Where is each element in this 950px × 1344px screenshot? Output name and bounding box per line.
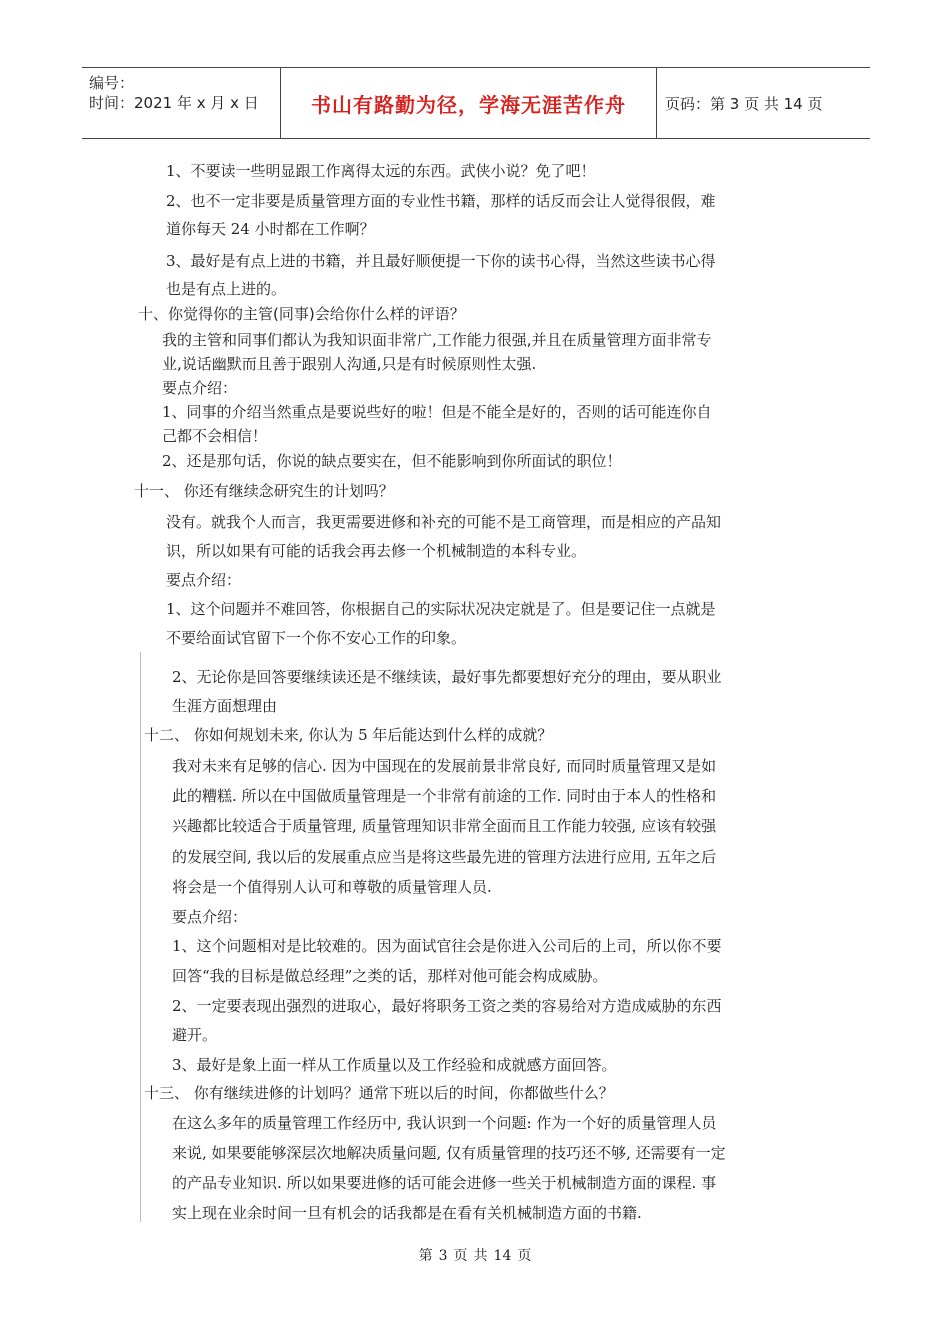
body-line: 1、同事的介绍当然重点是要说些好的啦！但是不能全是好的，否则的话可能连你自 — [162, 403, 712, 421]
body-line: 己都不会相信！ — [162, 427, 268, 445]
answer-line: 我的主管和同事们都认为我知识面非常广,工作能力很强,并且在质量管理方面非常专 — [162, 331, 712, 349]
answer-line: 没有。就我个人而言，我更需要进修和补充的可能不是工商管理，而是相应的产品知 — [166, 513, 722, 531]
question-heading: 十三、 你有继续进修的计划吗？通常下班以后的时间，你都做些什么？ — [144, 1084, 614, 1102]
footer-ye: 页 — [453, 1248, 468, 1264]
footer-total-pages: 14 — [493, 1248, 512, 1264]
body-line: 1、不要读一些明显跟工作离得太远的东西。武侠小说？免了吧！ — [166, 162, 596, 180]
body-line: 2、还是那句话，你说的缺点要实在，但不能影响到你所面试的职位！ — [162, 452, 622, 470]
question-heading: 十一、 你还有继续念研究生的计划吗？ — [134, 482, 394, 500]
key-points-label: 要点介绍： — [162, 379, 238, 397]
body-line: 避开。 — [172, 1026, 218, 1044]
document-number-label: 编号： — [89, 74, 135, 92]
footer-gong: 共 — [473, 1248, 488, 1264]
document-time-label: 时间：2021 年 x 月 x 日 — [89, 94, 259, 112]
key-points-label: 要点介绍： — [166, 571, 242, 589]
answer-line: 我对未来有足够的信心. 因为中国现在的发展前景非常良好, 而同时质量管理又是如 — [172, 757, 717, 775]
header-page-cell — [657, 68, 870, 138]
body-line: 生涯方面想理由 — [172, 697, 278, 715]
body-line: 道你每天 24 小时都在工作啊？ — [166, 220, 375, 238]
answer-line: 来说, 如果要能够深层次地解决质量问题, 仅有质量管理的技巧还不够, 还需要有一定 — [172, 1144, 726, 1162]
answer-line: 的产品专业知识. 所以如果要进修的话可能会进修一些关于机械制造方面的课程. 事 — [172, 1174, 717, 1192]
footer-page-number: 3 — [438, 1248, 448, 1264]
body-line: 不要给面试官留下一个你不安心工作的印象。 — [166, 629, 467, 647]
key-points-label: 要点介绍： — [172, 908, 248, 926]
header-meta — [82, 68, 281, 138]
answer-line: 的发展空间, 我以后的发展重点应当是将这些最先进的管理方法进行应用, 五年之后 — [172, 848, 717, 866]
body-line: 1、这个问题相对是比较难的。因为面试官往会是你进入公司后的上司，所以你不要 — [172, 937, 722, 955]
margin-rule — [140, 652, 141, 1222]
answer-line: 兴趣都比较适合于质量管理, 质量管理知识非常全面而且工作能力较强, 应该有较强 — [172, 817, 717, 835]
answer-line: 在这么多年的质量管理工作经历中, 我认识到一个问题: 作为一个好的质量管理人员 — [172, 1114, 717, 1132]
body-line: 2、无论你是回答要继续读还是不继续读，最好事先都要想好充分的理由，要从职业 — [172, 668, 722, 686]
question-heading: 十、你觉得你的主管(同事)会给你什么样的评语？ — [138, 305, 465, 323]
body-line: 1、这个问题并不难回答，你根据自己的实际状况决定就是了。但是要记住一点就是 — [166, 600, 716, 618]
header-motto: 书山有路勤为径，学海无涯苦作舟 — [311, 92, 626, 117]
page-footer — [0, 1245, 950, 1265]
body-line: 也是有点上进的。 — [166, 280, 287, 298]
body-line: 2、一定要表现出强烈的进取心，最好将职务工资之类的容易给对方造成威胁的东西 — [172, 997, 722, 1015]
answer-line: 实上现在业余时间一旦有机会的话我都是在看有关机械制造方面的书籍. — [172, 1204, 642, 1222]
answer-line: 将会是一个值得别人认可和尊敬的质量管理人员. — [172, 878, 492, 896]
body-line: 2、也不一定非要是质量管理方面的专业性书籍，那样的话反而会让人觉得很假，难 — [166, 192, 716, 210]
question-heading: 十二、 你如何规划未来, 你认为 5 年后能达到什么样的成就？ — [144, 726, 553, 744]
page-header — [82, 67, 870, 139]
header-motto-cell — [281, 68, 657, 138]
answer-line: 此的糟糕. 所以在中国做质量管理是一个非常有前途的工作. 同时由于本人的性格和 — [172, 787, 717, 805]
body-line: 回答“我的目标是做总经理”之类的话，那样对他可能会构成威胁。 — [172, 967, 608, 985]
header-page-label: 页码：第 3 页 共 14 页 — [665, 94, 823, 113]
answer-line: 识，所以如果有可能的话我会再去修一个机械制造的本科专业。 — [166, 542, 587, 560]
footer-ye: 页 — [517, 1248, 532, 1264]
footer-di: 第 — [418, 1248, 433, 1264]
answer-line: 业,说话幽默而且善于跟别人沟通,只是有时候原则性太强. — [162, 355, 537, 373]
body-line: 3、最好是象上面一样从工作质量以及工作经验和成就感方面回答。 — [172, 1056, 617, 1074]
body-line: 3、最好是有点上进的书籍，并且最好顺便提一下你的读书心得，当然这些读书心得 — [166, 252, 716, 270]
